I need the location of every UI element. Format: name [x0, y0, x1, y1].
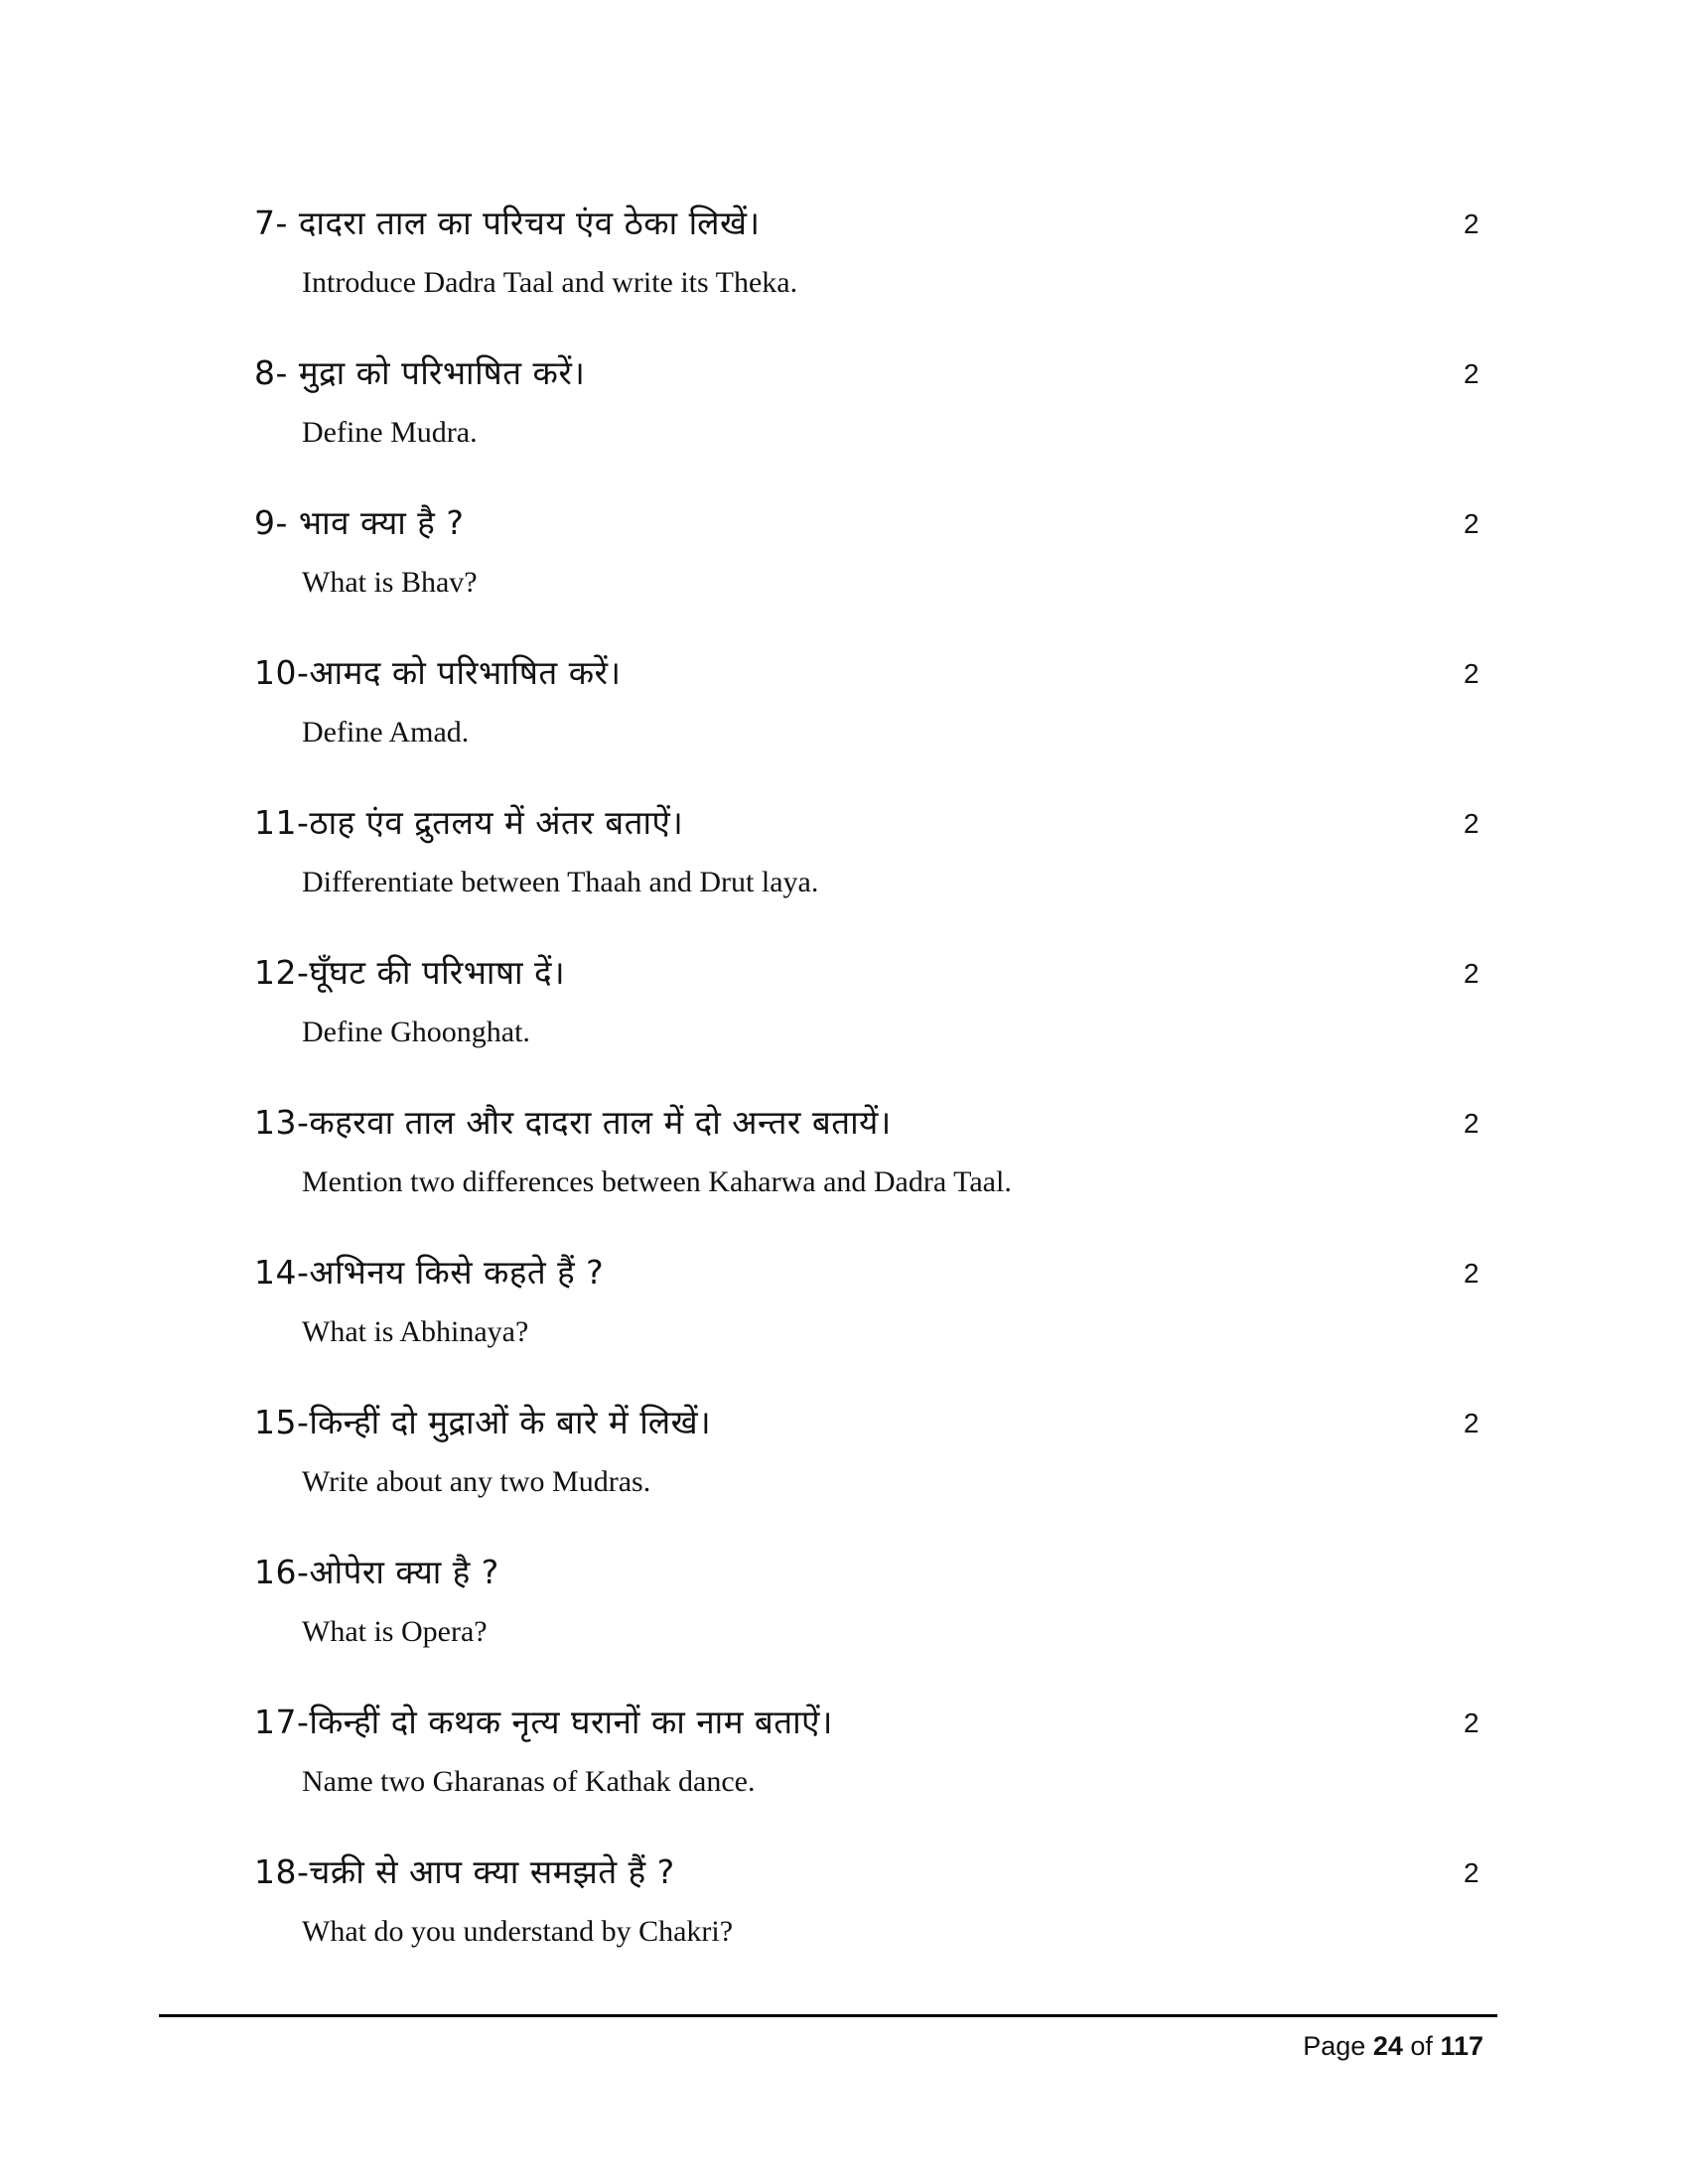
- question-marks: 2: [1464, 958, 1479, 989]
- question-english-text: Define Ghoonghat.: [302, 1016, 530, 1048]
- question-item: [254, 646, 1485, 796]
- page-number: [1303, 2026, 1483, 2066]
- question-hindi-text: 7- दादरा ताल का परिचय एंव ठेका लिखें।: [254, 204, 761, 242]
- question-hindi-text: 18-चक्री से आप क्या समझते हैं ?: [254, 1852, 675, 1891]
- question-hindi-text: 9- भाव क्या है ?: [254, 503, 465, 542]
- question-english-text: Introduce Dadra Taal and write its Theka.: [302, 266, 798, 299]
- footer-divider: [159, 2014, 1497, 2017]
- question-hindi-text: 10-आमद को परिभाषित करें।: [254, 653, 622, 692]
- question-marks: 2: [1464, 1108, 1479, 1139]
- question-english-text: Mention two differences between Kaharwa and Dadra Taal.: [302, 1165, 1012, 1198]
- question-hindi-text: 15-किन्हीं दो मुद्राओं के बारे में लिखें।: [254, 1403, 712, 1441]
- question-item: [254, 1546, 1485, 1696]
- question-english-text: What is Bhav?: [302, 566, 478, 599]
- question-hindi-text: 11-ठाह एंव द्रुतलय में अंतर बताऐं।: [254, 803, 684, 842]
- question-marks: 2: [1464, 1857, 1479, 1888]
- question-marks: 2: [1464, 658, 1479, 689]
- current-page-number: 24: [1372, 2031, 1403, 2061]
- question-marks: 2: [1464, 1408, 1479, 1438]
- question-marks: 2: [1464, 358, 1479, 389]
- question-item: [254, 346, 1485, 496]
- of-label: of: [1410, 2031, 1433, 2061]
- question-item: [254, 946, 1485, 1096]
- question-english-text: Write about any two Mudras.: [302, 1465, 651, 1498]
- question-item: [254, 197, 1485, 346]
- question-marks: 2: [1464, 1258, 1479, 1289]
- question-marks: 2: [1464, 808, 1479, 839]
- question-item: [254, 1696, 1485, 1845]
- total-pages-number: 117: [1440, 2031, 1483, 2061]
- question-english-text: What do you understand by Chakri?: [302, 1915, 734, 1948]
- question-item: [254, 1246, 1485, 1396]
- question-english-text: Define Amad.: [302, 716, 470, 749]
- question-hindi-text: 12-घूँघट की परिभाषा दें।: [254, 953, 566, 992]
- question-list: [254, 197, 1485, 1995]
- page-label: Page: [1303, 2031, 1366, 2061]
- question-item: [254, 1396, 1485, 1546]
- question-marks: 2: [1464, 1707, 1479, 1738]
- question-english-text: What is Abhinaya?: [302, 1315, 529, 1348]
- question-item: [254, 1845, 1485, 1995]
- question-marks: 2: [1464, 208, 1479, 239]
- question-item: [254, 496, 1485, 646]
- question-hindi-text: 8- मुद्रा को परिभाषित करें।: [254, 353, 586, 392]
- question-hindi-text: 17-किन्हीं दो कथक नृत्य घरानों का नाम बताऐं।: [254, 1703, 833, 1741]
- question-english-text: What is Opera?: [302, 1615, 488, 1648]
- question-hindi-text: 16-ओपेरा क्या है ?: [254, 1553, 499, 1591]
- question-english-text: Define Mudra.: [302, 416, 478, 449]
- question-english-text: Differentiate between Thaah and Drut laya.: [302, 866, 819, 898]
- question-hindi-text: 14-अभिनय किसे कहते हैं ?: [254, 1253, 605, 1292]
- question-hindi-text: 13-कहरवा ताल और दादरा ताल में दो अन्तर बतायें।: [254, 1103, 892, 1142]
- question-item: [254, 796, 1485, 946]
- question-item: [254, 1096, 1485, 1246]
- question-marks: 2: [1464, 508, 1479, 539]
- question-english-text: Name two Gharanas of Kathak dance.: [302, 1765, 756, 1798]
